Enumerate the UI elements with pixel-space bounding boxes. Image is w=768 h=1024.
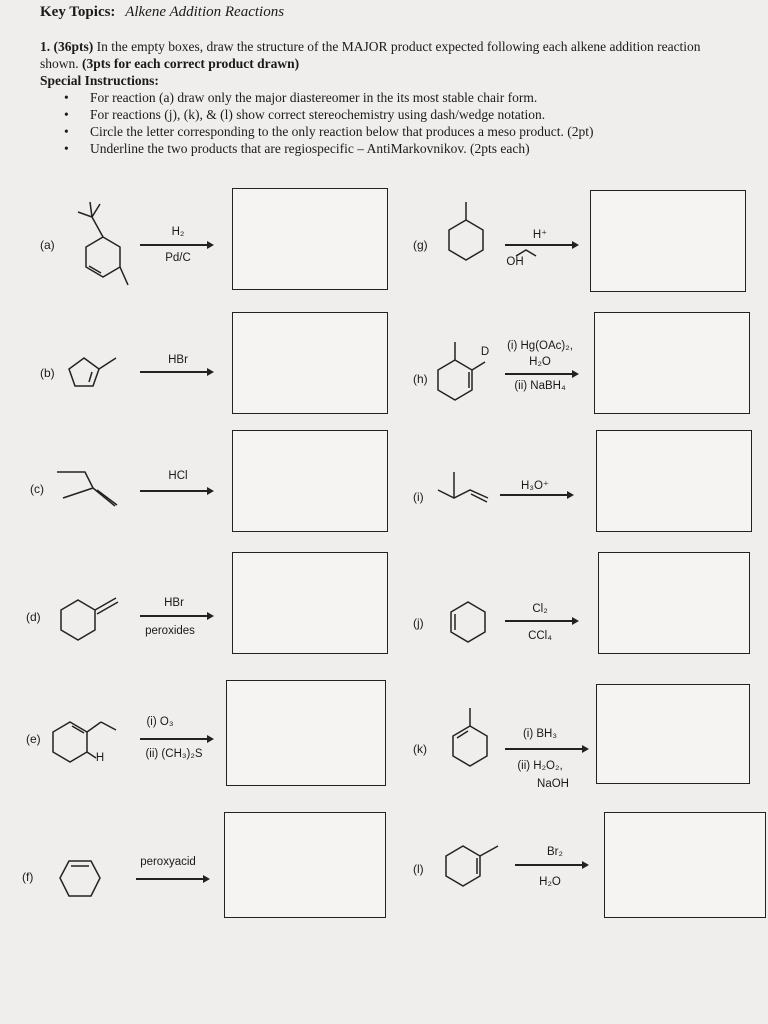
reaction-arrow-k — [505, 748, 587, 750]
reaction-arrow-j — [505, 620, 577, 622]
reaction-label-d: (d) — [26, 610, 41, 624]
question-lead: 1. (36pts) — [40, 39, 94, 54]
reaction-arrow-l — [515, 864, 587, 866]
answer-box-c[interactable] — [232, 430, 388, 532]
reagent-j-below: CCl₄ — [528, 630, 552, 642]
reaction-label-a: (a) — [40, 238, 55, 252]
reaction-label-f: (f) — [22, 870, 34, 884]
reactant-j-structure — [448, 598, 493, 646]
question-points-note: (3pts for each correct product drawn) — [82, 56, 300, 71]
reagent-i-above: H₃O⁺ — [520, 480, 549, 492]
reaction-label-j: (j) — [413, 616, 424, 630]
answer-box-e[interactable] — [226, 680, 386, 786]
reaction-arrow-c — [140, 490, 212, 492]
reagent-k-above: (i) BH₃ — [522, 728, 558, 740]
reagent-g-above: H⁺ — [532, 229, 548, 241]
answer-box-h[interactable] — [594, 312, 750, 414]
reagent-k-below: (ii) H₂O₂, — [517, 760, 563, 772]
reactant-d-structure — [56, 596, 126, 646]
title-key: Key Topics: — [40, 4, 116, 20]
instruction-item: • Circle the letter corresponding to the only reaction below that produces a meso product. (2pt) — [90, 123, 740, 140]
reagent-k-below-2: NaOH — [537, 778, 569, 790]
reaction-label-b: (b) — [40, 366, 55, 380]
special-instructions-title: Special Instructions: — [40, 73, 159, 88]
reagent-l-below: H₂O — [539, 876, 561, 888]
reagent-l-above: Br₂ — [547, 846, 563, 858]
instruction-item: • For reactions (j), (k), & (l) show correct stereochemistry using dash/wedge notation. — [90, 106, 740, 123]
reaction-arrow-e — [140, 738, 212, 740]
reaction-arrow-a — [140, 244, 212, 246]
reactant-b-structure — [64, 350, 124, 395]
reagent-h-above: (i) Hg(OAc)₂, — [507, 340, 573, 352]
reagent-d-above: HBr — [164, 597, 184, 609]
instruction-item: • Underline the two products that are regiospecific – AntiMarkovnikov. (2pts each) — [90, 140, 740, 157]
answer-box-b[interactable] — [232, 312, 388, 414]
reagent-e-atom: H — [95, 752, 105, 764]
reactant-h-structure — [433, 330, 493, 405]
reagent-e-below: (ii) (CH₃)₂S — [145, 748, 203, 760]
reactant-f-structure — [60, 858, 105, 903]
reaction-arrow-i — [500, 494, 572, 496]
reagent-h-atom: D — [480, 346, 490, 358]
reaction-label-h: (h) — [413, 372, 428, 386]
reaction-arrow-g — [505, 244, 577, 246]
instruction-item: • For reaction (a) draw only the major diastereomer in the its most stable chair form. — [90, 89, 740, 106]
answer-box-d[interactable] — [232, 552, 388, 654]
answer-box-f[interactable] — [224, 812, 386, 918]
answer-box-g[interactable] — [590, 190, 746, 292]
reactant-k-structure — [448, 700, 493, 775]
reaction-arrow-d — [140, 615, 212, 617]
reagent-g-atom: OH — [506, 256, 524, 268]
reagent-c-above: HCl — [168, 470, 188, 482]
reactant-a-structure — [70, 200, 140, 290]
reagent-a-above: H₂ — [171, 226, 185, 238]
reaction-label-g: (g) — [413, 238, 428, 252]
reagent-a-below: Pd/C — [165, 252, 191, 264]
answer-box-j[interactable] — [598, 552, 750, 654]
reaction-label-k: (k) — [413, 742, 427, 756]
answer-box-k[interactable] — [596, 684, 750, 784]
reagent-h-mid: H₂O — [529, 356, 551, 368]
answer-box-i[interactable] — [596, 430, 752, 532]
title-topic: Alkene Addition Reactions — [125, 4, 285, 20]
reagent-h-below: (ii) NaBH₄ — [514, 380, 566, 392]
reagent-e-above: (i) O₃ — [146, 716, 174, 728]
reagent-j-above: Cl₂ — [532, 603, 548, 615]
reactant-c-structure — [55, 468, 125, 510]
reagent-f-above: peroxyacid — [140, 856, 196, 868]
question-text — [40, 38, 740, 72]
reagent-b-above: HBr — [168, 354, 188, 366]
instruction-list — [40, 89, 740, 157]
page-title — [40, 4, 284, 21]
reaction-label-e: (e) — [26, 732, 41, 746]
reaction-arrow-f — [136, 878, 208, 880]
question-body: In the empty boxes, draw the structure of the MAJOR product expected following each alkene addition reaction shown. — [40, 39, 701, 71]
answer-box-l[interactable] — [604, 812, 766, 918]
reaction-arrow-b — [140, 371, 212, 373]
reagent-d-below: peroxides — [145, 625, 195, 637]
reaction-label-l: (l) — [413, 862, 424, 876]
reaction-arrow-h — [505, 373, 577, 375]
reaction-label-c: (c) — [30, 482, 44, 496]
answer-box-a[interactable] — [232, 188, 388, 290]
instructions — [40, 38, 740, 157]
reaction-label-i: (i) — [413, 490, 424, 504]
